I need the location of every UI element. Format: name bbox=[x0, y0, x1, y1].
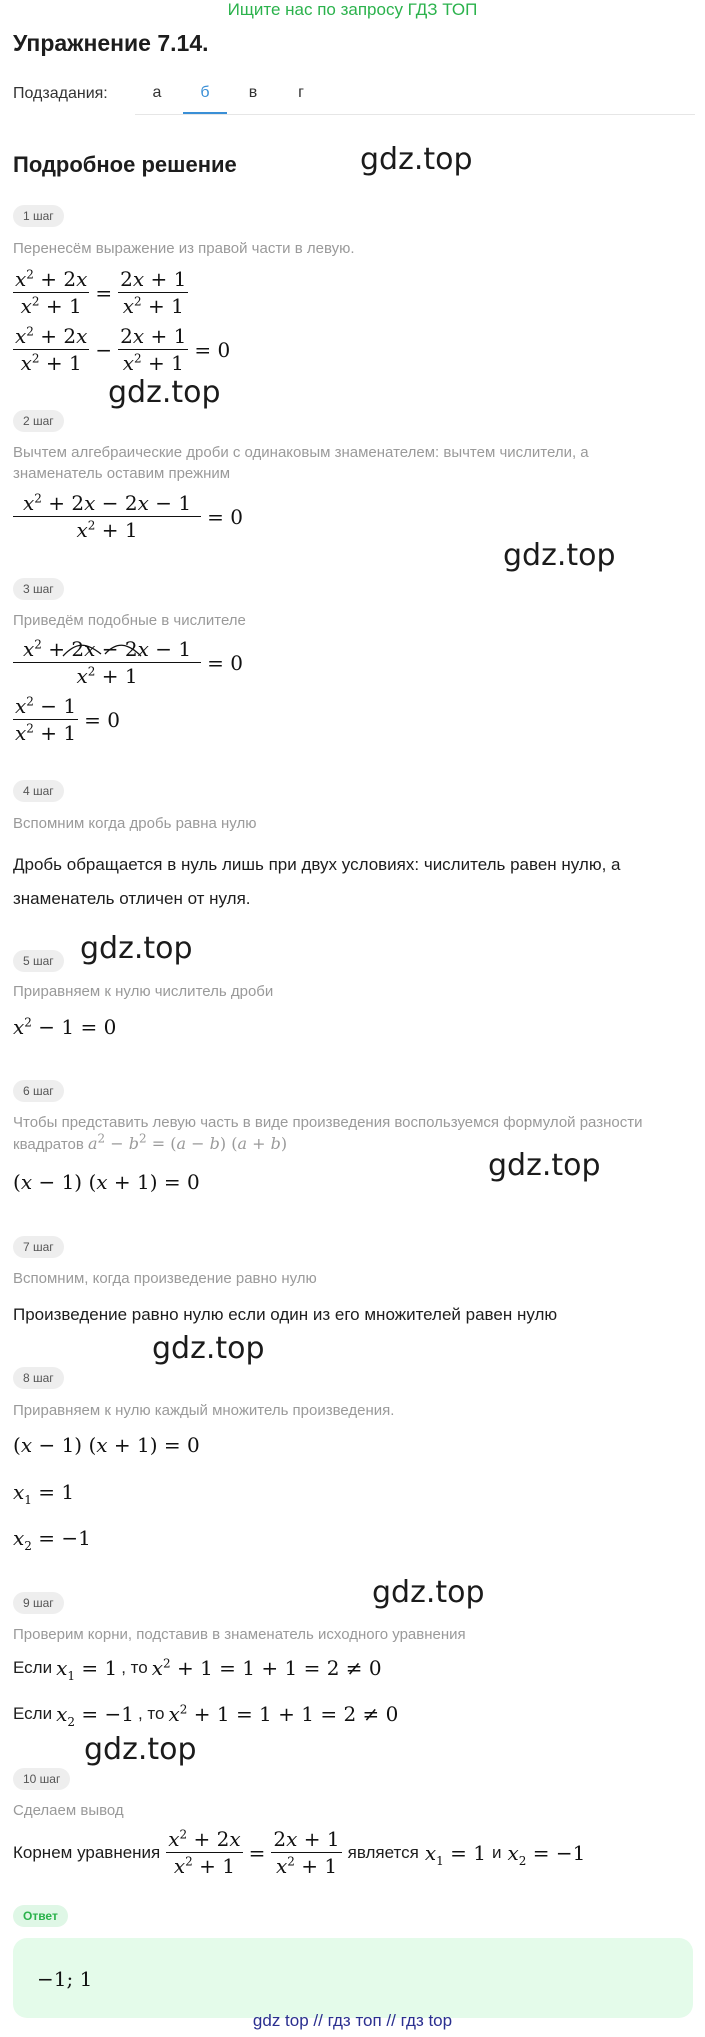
step-badge: 9 шаг bbox=[13, 1592, 64, 1614]
equation: $\frac{x^2 + 2x}{x^2 + 1}$ − $\frac{2x + 1}{x^2 + 1}$ = 0 bbox=[15, 324, 231, 375]
answer-badge: Ответ bbox=[13, 1905, 68, 1927]
step-text: Чтобы представить левую часть в виде произведения воспользуемся формулой разности квадратов bbox=[13, 1114, 643, 1153]
formula: $a^2 - b^2 = (a - b) (a + b)$ bbox=[88, 1131, 288, 1153]
step-badge: 5 шаг bbox=[13, 950, 64, 972]
step-badge: 7 шаг bbox=[13, 1236, 64, 1258]
step-badge: 10 шаг bbox=[13, 1768, 70, 1790]
then-word: , то bbox=[137, 1704, 165, 1723]
step-badge: 3 шаг bbox=[13, 578, 64, 600]
answer-box bbox=[13, 1938, 693, 2018]
watermark: gdz.top bbox=[360, 142, 473, 177]
step-badge: 1 шаг bbox=[13, 205, 64, 227]
page-title: Упражнение 7.14. bbox=[13, 30, 209, 56]
step-text: Приравняем к нулю каждый множитель произведения. bbox=[13, 1402, 395, 1419]
promo-banner[interactable]: Ищите нас по запросу ГДЗ ТОП bbox=[227, 0, 478, 19]
step-text: Проверим корни, подставив в знаменатель исходного уравнения bbox=[13, 1626, 466, 1643]
and-word: и bbox=[491, 1842, 502, 1862]
step-text: Перенесём выражение из правой части в левую. bbox=[13, 240, 355, 257]
equation: (x − 1) (x + 1) = 0 bbox=[13, 1170, 200, 1194]
tab-g[interactable]: г bbox=[298, 84, 304, 101]
equation: $x^2 - 1 = 0$ bbox=[13, 1015, 117, 1039]
watermark: gdz.top bbox=[488, 1148, 601, 1183]
step-body: Произведение равно нулю если один из его множителей равен нулю bbox=[13, 1305, 558, 1324]
watermark: gdz.top bbox=[152, 1331, 265, 1366]
step-text: Вспомним, когда произведение равно нулю bbox=[13, 1270, 317, 1287]
step-body: Дробь обращается в нуль лишь при двух условиях: числитель равен нулю, а знаменатель отличен от нуля. bbox=[13, 855, 621, 908]
tab-b[interactable]: б bbox=[200, 84, 210, 101]
watermark: gdz.top bbox=[80, 931, 193, 966]
then-word: , то bbox=[121, 1658, 148, 1677]
solution-heading: Подробное решение bbox=[13, 152, 237, 177]
equation: $x_1 = 1$ bbox=[13, 1480, 75, 1507]
equation: $\frac{x^2 + 2x}{x^2 + 1}$ = $\frac{2x + 1}{x^2 + 1}$ bbox=[15, 267, 187, 318]
if-word: Если bbox=[13, 1658, 53, 1677]
step-badge: 2 шаг bbox=[13, 410, 64, 432]
watermark: gdz.top bbox=[503, 538, 616, 573]
conclusion-line: Корнем уравнения $\frac{x^2 + 2x}{x^2 + 1}$ = $\frac{2x + 1}{x^2 + 1}$ является $x_1 = 1$ и $x_2 = -1$ bbox=[13, 1827, 586, 1878]
step-badge: 8 шаг bbox=[13, 1367, 64, 1389]
step-text: Приравняем к нулю числитель дроби bbox=[13, 983, 274, 1000]
equation: $\frac{x^2 + 2x - 2x - 1}{x^2 + 1}$ = 0 bbox=[13, 636, 243, 689]
tab-a[interactable]: а bbox=[152, 84, 162, 101]
equation: $\frac{x^2 + 2x - 2x - 1}{x^2 + 1}$ = 0 bbox=[13, 490, 243, 543]
subtasks-label: Подзадания: bbox=[13, 85, 108, 102]
step-text: Приведём подобные в числителе bbox=[13, 612, 246, 629]
step-text: Вспомним когда дробь равна нулю bbox=[13, 815, 257, 832]
if-word: Если bbox=[13, 1704, 53, 1723]
check-line: Если $x_1 = 1$ , то $x^2 + 1 = 1 + 1 = 2 \ne 0$ bbox=[13, 1656, 382, 1683]
subtask-tabs bbox=[135, 74, 695, 115]
strike-through-marks bbox=[61, 638, 143, 660]
watermark: gdz.top bbox=[108, 375, 221, 410]
tab-v[interactable]: в bbox=[248, 84, 258, 101]
equation: (x − 1) (x + 1) = 0 bbox=[13, 1433, 200, 1457]
step-text: Вычтем алгебраические дроби с одинаковым знаменателем: вычтем числители, а знаменатель оставим прежним bbox=[13, 444, 589, 482]
is-word: является bbox=[347, 1842, 419, 1862]
check-line: Если $x_2 = -1$ , то $x^2 + 1 = 1 + 1 = 2 \ne 0$ bbox=[13, 1702, 399, 1729]
footer-links[interactable]: gdz top // гдз топ // гдз top bbox=[252, 2011, 453, 2030]
equation: $x_2 = -1$ bbox=[13, 1526, 91, 1553]
active-tab-indicator bbox=[183, 112, 227, 114]
step-badge: 6 шаг bbox=[13, 1080, 64, 1102]
equation: $\frac{x^2 - 1}{x^2 + 1}$ = 0 bbox=[15, 694, 120, 745]
answer-value: −1; 1 bbox=[37, 1967, 93, 1991]
watermark: gdz.top bbox=[372, 1575, 485, 1610]
step-text-wrap bbox=[13, 1112, 653, 1155]
step-text: Сделаем вывод bbox=[13, 1802, 124, 1819]
watermark: gdz.top bbox=[84, 1732, 197, 1767]
step-badge: 4 шаг bbox=[13, 780, 64, 802]
root-word: Корнем уравнения bbox=[13, 1842, 161, 1862]
